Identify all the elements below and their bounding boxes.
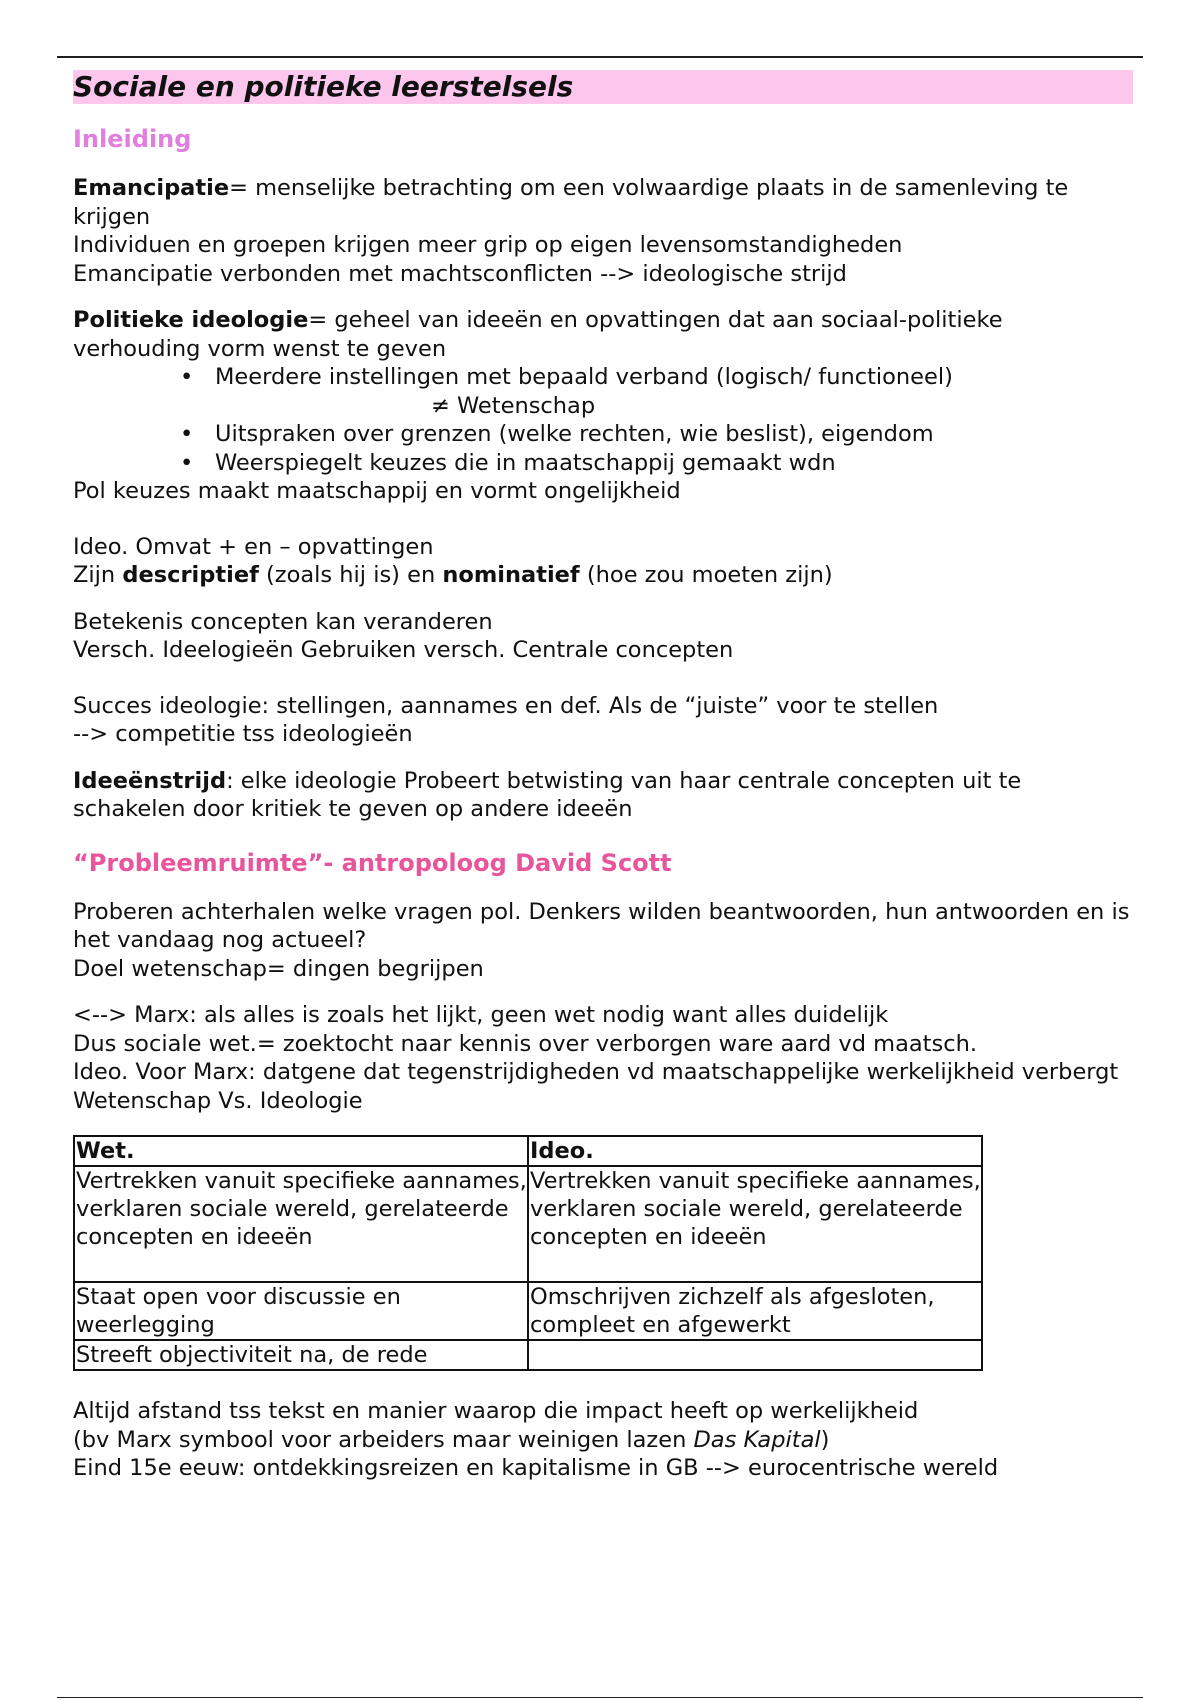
section-heading-probleemruimte: “Probleemruimte”- antropoloog David Scott <box>73 848 672 877</box>
table-cell: Vertrekken vanuit specifieke aannames, verklaren sociale wereld, gerelateerde concepten en ideeën <box>74 1166 528 1282</box>
table-row <box>74 1166 982 1282</box>
table-row <box>74 1282 982 1340</box>
list-item: • Weerspiegelt keuzes die in maatschappij gemaakt wdn <box>180 449 836 476</box>
ideologie-definition: Politieke ideologie= geheel van ideeën en opvattingen dat aan sociaal-politieke verhouding vorm wenst te geven <box>73 307 1003 362</box>
emancipatie-line-2: Individuen en groepen krijgen meer grip op eigen levensomstandigheden <box>73 232 903 258</box>
section-heading-inleiding: Inleiding <box>73 125 192 153</box>
bottom-rule <box>57 1697 1143 1698</box>
betekenis-line-1: Betekenis concepten kan veranderen <box>73 608 493 635</box>
table-cell: Streeft objectiviteit na, de rede <box>74 1340 528 1370</box>
marx-line-4: Wetenschap Vs. Ideologie <box>73 1087 363 1114</box>
table-cell: Staat open voor discussie en weerlegging <box>74 1282 528 1340</box>
table-header-cell: Ideo. <box>528 1136 982 1166</box>
ideologie-term: Politieke ideologie <box>73 307 309 333</box>
bullet-icon: • <box>180 449 194 476</box>
top-rule <box>57 56 1143 58</box>
marx-line-2: Dus sociale wet.= zoektocht naar kennis over verborgen ware aard vd maatsch. <box>73 1030 977 1057</box>
table-cell: Vertrekken vanuit specifieke aannames, verklaren sociale wereld, gerelateerde concepten en ideeën <box>528 1166 982 1282</box>
ideologie-bullet-list <box>73 363 1133 477</box>
succes-line-2: --> competitie tss ideologieën <box>73 721 413 747</box>
table-cell: Omschrijven zichzelf als afgesloten, compleet en afgewerkt <box>528 1282 982 1340</box>
table-row <box>74 1340 982 1370</box>
comparison-table <box>73 1135 983 1371</box>
table-header-cell: Wet. <box>74 1136 528 1166</box>
list-item: • Meerdere instellingen met bepaald verband (logisch/ functioneel) <box>180 364 953 390</box>
emancipatie-definition: Emancipatie= menselijke betrachting om een volwaardige plaats in de samenleving te krijgen <box>73 175 1069 230</box>
betekenis-line-2: Versch. Ideelogieën Gebruiken versch. Centrale concepten <box>73 637 734 663</box>
omvat-line-2: Zijn descriptief (zoals hij is) en nominatief (hoe zou moeten zijn) <box>73 562 833 588</box>
document-page <box>73 70 1133 1483</box>
table-cell <box>528 1340 982 1370</box>
closing-line-1: Altijd afstand tss tekst en manier waarop die impact heeft op werkelijkheid <box>73 1398 919 1424</box>
probleemruimte-line-2: Doel wetenschap= dingen begrijpen <box>73 955 484 982</box>
closing-line-3: Eind 15e eeuw: ontdekkingsreizen en kapitalisme in GB --> eurocentrische wereld <box>73 1455 999 1481</box>
bullet-icon: • <box>180 364 194 390</box>
table-header-row <box>74 1136 982 1166</box>
succes-line-1: Succes ideologie: stellingen, aannames en def. Als de “juiste” voor te stellen <box>73 692 939 719</box>
probleemruimte-line-1: Proberen achterhalen welke vragen pol. Denkers wilden beantwoorden, hun antwoorden en is het vandaag nog actueel? <box>73 898 1130 953</box>
ideeenstrijd-paragraph: Ideeënstrijd: elke ideologie Probeert betwisting van haar centrale concepten uit te schakelen door kritiek te geven op andere ideeën <box>73 767 1022 822</box>
bullet-icon: • <box>180 421 194 447</box>
ideologie-after: Pol keuzes maakt maatschappij en vormt ongelijkheid <box>73 478 681 504</box>
list-item: • Uitspraken over grenzen (welke rechten, wie beslist), eigendom <box>180 421 934 447</box>
marx-line-1: <--> Marx: als alles is zoals het lijkt, geen wet nodig want alles duidelijk <box>73 1002 889 1028</box>
page-title: Sociale en politieke leerstelsels <box>73 70 1133 104</box>
closing-line-2: (bv Marx symbool voor arbeiders maar weinigen lazen Das Kapital) <box>73 1426 830 1453</box>
emancipatie-line-3: Emancipatie verbonden met machtsconflicten --> ideologische strijd <box>73 260 847 287</box>
ideeenstrijd-term: Ideeënstrijd <box>73 767 227 794</box>
emancipatie-term: Emancipatie <box>73 175 230 201</box>
marx-line-3: Ideo. Voor Marx: datgene dat tegenstrijdigheden vd maatschappelijke werkelijkheid verbergt <box>73 1059 1119 1085</box>
neq-wetenschap: ≠ Wetenschap <box>431 392 596 419</box>
omvat-line-1: Ideo. Omvat + en – opvattingen <box>73 533 434 560</box>
